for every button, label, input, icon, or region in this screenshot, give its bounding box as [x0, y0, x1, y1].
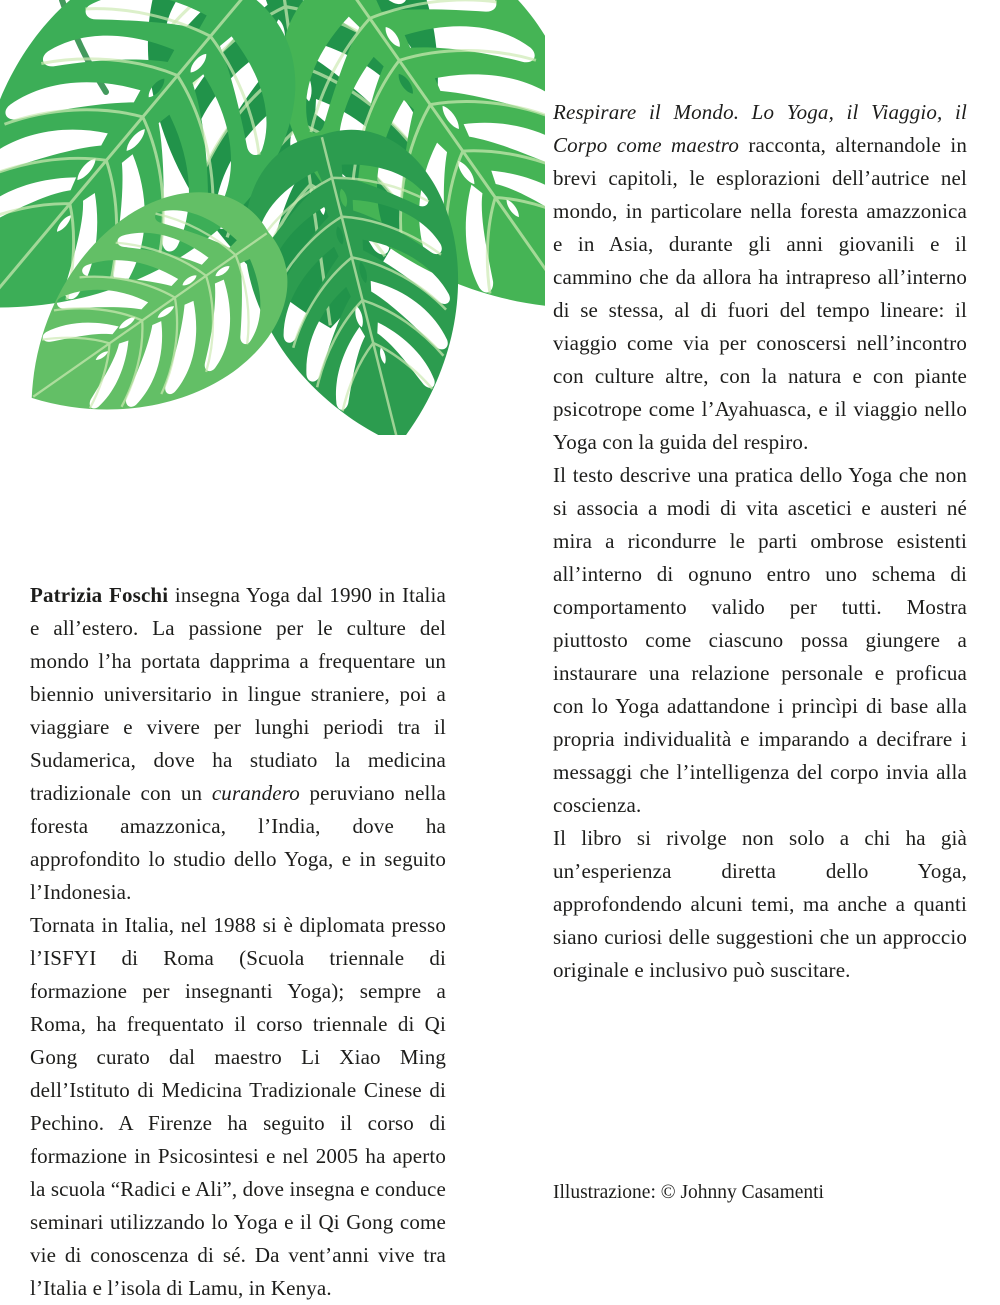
book-description-column [553, 96, 967, 987]
paragraph: Tornata in Italia, nel 1988 si è diplomata presso l’ISFYI di Roma (Scuola triennale di formazione per insegnanti Yoga); sempre a Roma, ha frequentato il corso triennale di Qi Gong curato dal maestro Li Xiao Ming dell’Istituto di Medicina Tradizionale Cinese di Pechino. A Firenze ha seguito il corso di formazione in Psicosintesi e nel 2005 ha aperto la scuola “Radici e Ali”, dove insegna e conduce seminari utilizzando lo Yoga e il Qi Gong come vie di conoscenza di sé. Da vent’anni vive tra l’Italia e l’isola di Lamu, in Kenya. [30, 913, 446, 1300]
paragraph: Il libro si rivolge non solo a chi ha già un’esperienza diretta dello Yoga, approfondendo alcuni temi, ma anche a quanti siano curiosi delle suggestioni che un approccio originale e inclusivo può suscitare. [553, 826, 967, 982]
monstera-leaves-svg [0, 0, 545, 435]
italic-text: Respirare il Mondo. Lo Yoga, il Viaggio, il Corpo come maestro [553, 100, 967, 157]
paragraph: Patrizia Foschi insegna Yoga dal 1990 in Italia e all’estero. La passione per le culture del mondo l’ha portata dapprima a frequentare un biennio universitario in lingue straniere, poi a viaggiare e vivere per lunghi periodi tra il Sudamerica, dove ha studiato la medicina tradizionale con un curandero peruviano nella foresta amazzonica, l’India, dove ha approfondito lo studio dello Yoga, e in seguito l’Indonesia. [30, 583, 446, 904]
author-bio-column [30, 579, 446, 1305]
illustration-credit: Illustrazione: © Johnny Casamenti [553, 1182, 824, 1203]
monstera-leaves-illustration [0, 0, 545, 435]
paragraph: Respirare il Mondo. Lo Yoga, il Viaggio, il Corpo come maestro racconta, alternandole in brevi capitoli, le esplorazioni dell’autrice nel mondo, in particolare nella foresta amazzonica e in Asia, durante gli anni giovanili e il cammino che da allora ha intrapreso all’interno di se stessa, al di fuori del tempo lineare: il viaggio come via per conoscersi nell’incontro con culture altre, con la natura e con piante psicotrope come l’Ayahuasca, e il viaggio nello Yoga con la guida del respiro. [553, 100, 968, 454]
bold-text: Patrizia Foschi [30, 583, 169, 607]
italic-text: curandero [211, 781, 300, 805]
paragraph: Il testo descrive una pratica dello Yoga che non si associa a modi di vita ascetici e austeri né mira a ricondurre le parti ombrose esistenti all’interno di ognuno entro uno schema di comportamento valido per tutti. Mostra piuttosto come ciascuno possa giungere a instaurare una relazione personale e proficua con lo Yoga adattandone i princìpi di base alla propria individualità e imparando a decifrare i messaggi che l’intelligenza del corpo invia alla coscienza. [553, 463, 967, 817]
